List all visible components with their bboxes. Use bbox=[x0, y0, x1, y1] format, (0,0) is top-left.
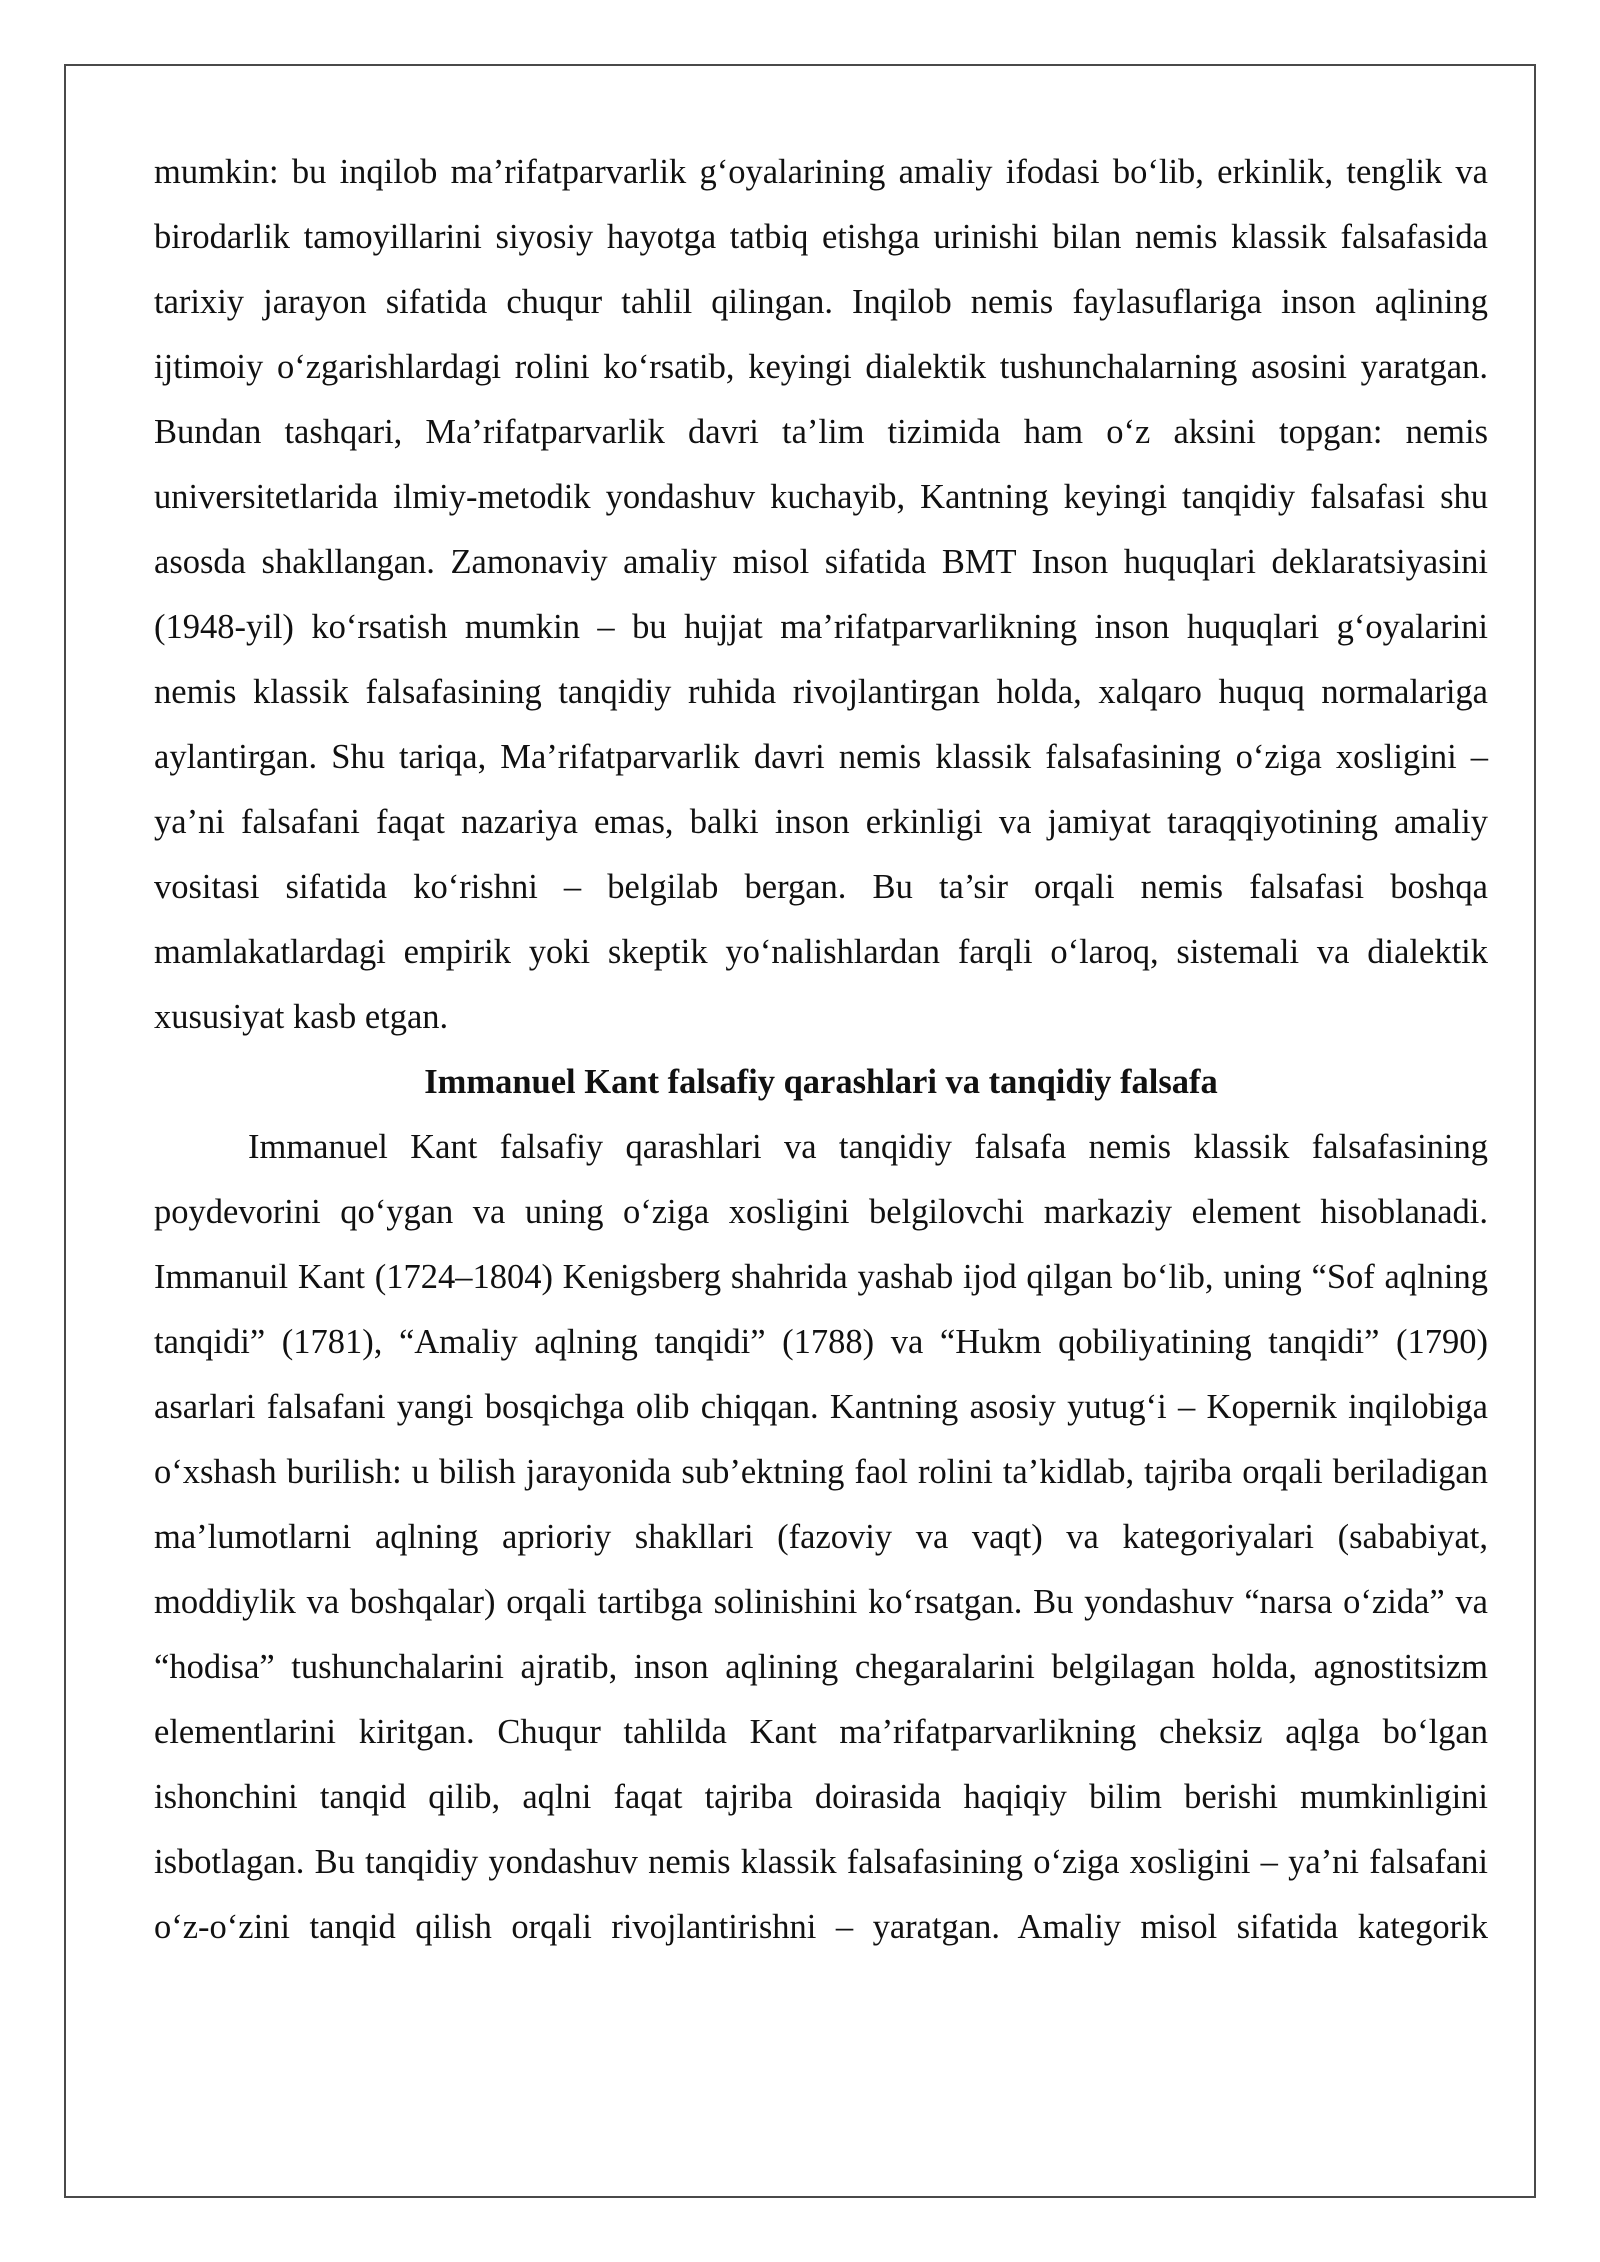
body-paragraph-2: Immanuel Kant falsafiy qarashlari va tanqidiy falsafa nemis klassik falsafasining poydevorini qo‘ygan va uning o‘ziga xosligini belgilovchi markaziy element hisoblanadi. Immanuil Kant (1724–1804) Kenigsberg shahrida yashab ijod qilgan bo‘lib, uning “Sof aqlning tanqidi” (1781), “Amaliy aqlning tanqidi” (1788) va “Hukm qobiliyatining tanqidi” (1790) asarlari falsafani yangi bosqichga olib chiqqan. Kantning asosiy yutug‘i – Kopernik inqilobiga o‘xshash burilish: u bilish jarayonida sub’ektning faol rolini ta’kidlab, tajriba orqali beriladigan ma’lumotlarni aqlning aprioriy shakllari (fazoviy va vaqt) va kategoriyalari (sababiyat, moddiylik va boshqalar) orqali tartibga solinishini ko‘rsatgan. Bu yondashuv “narsa o‘zida” va “hodisa” tushunchalarini ajratib, inson aqlining chegaralarini belgilagan holda, agnostitsizm elementlarini kiritgan. Chuqur tahlilda Kant ma’rifatparvarlikning cheksiz aqlga bo‘lgan ishonchini tanqid qilib, aqlni faqat tajriba doirasida haqiqiy bilim berishi mumkinligini isbotlagan. Bu tanqidiy yondashuv nemis klassik falsafasining o‘ziga xosligini – ya’ni falsafani o‘z-o‘zini tanqid qilish orqali rivojlantirishni – yaratgan. Amaliy misol sifatida kategorik bbox=[154, 1128, 1488, 1946]
body-paragraph-1: mumkin: bu inqilob ma’rifatparvarlik g‘oyalarining amaliy ifodasi bo‘lib, erkinlik, tenglik va birodarlik tamoyillarini siyosiy hayotga tatbiq etishga urinishi bilan nemis klassik falsafasida tarixiy jarayon sifatida chuqur tahlil qilingan. Inqilob nemis faylasuflariga inson aqlining ijtimoiy o‘zgarishlardagi rolini ko‘rsatib, keyingi dialektik tushunchalarning asosini yaratgan. Bundan tashqari, Ma’rifatparvarlik davri ta’lim tizimida ham o‘z aksini topgan: nemis universitetlarida ilmiy-metodik yondashuv kuchayib, Kantning keyingi tanqidiy falsafasi shu asosda shakllangan. Zamonaviy amaliy misol sifatida BMT Inson huquqlari deklaratsiyasini (1948-yil) ko‘rsatish mumkin – bu hujjat ma’rifatparvarlikning inson huquqlari g‘oyalarini nemis klassik falsafasining tanqidiy ruhida rivojlantirgan holda, xalqaro huquq normalariga aylantirgan. Shu tariqa, Ma’rifatparvarlik davri nemis klassik falsafasining o‘ziga xosligini – ya’ni falsafani faqat nazariya emas, balki inson erkinligi va jamiyat taraqqiyotining amaliy vositasi sifatida ko‘rishni – belgilab bergan. Bu ta’sir orqali nemis falsafasi boshqa mamlakatlardagi empirik yoki skeptik yo‘nalishlardan farqli o‘laroq, sistemali va dialektik xususiyat kasb etgan. bbox=[154, 153, 1488, 1036]
section-heading: Immanuel Kant falsafiy qarashlari va tanqidiy falsafa bbox=[424, 1063, 1218, 1101]
document-body bbox=[154, 140, 1488, 1960]
